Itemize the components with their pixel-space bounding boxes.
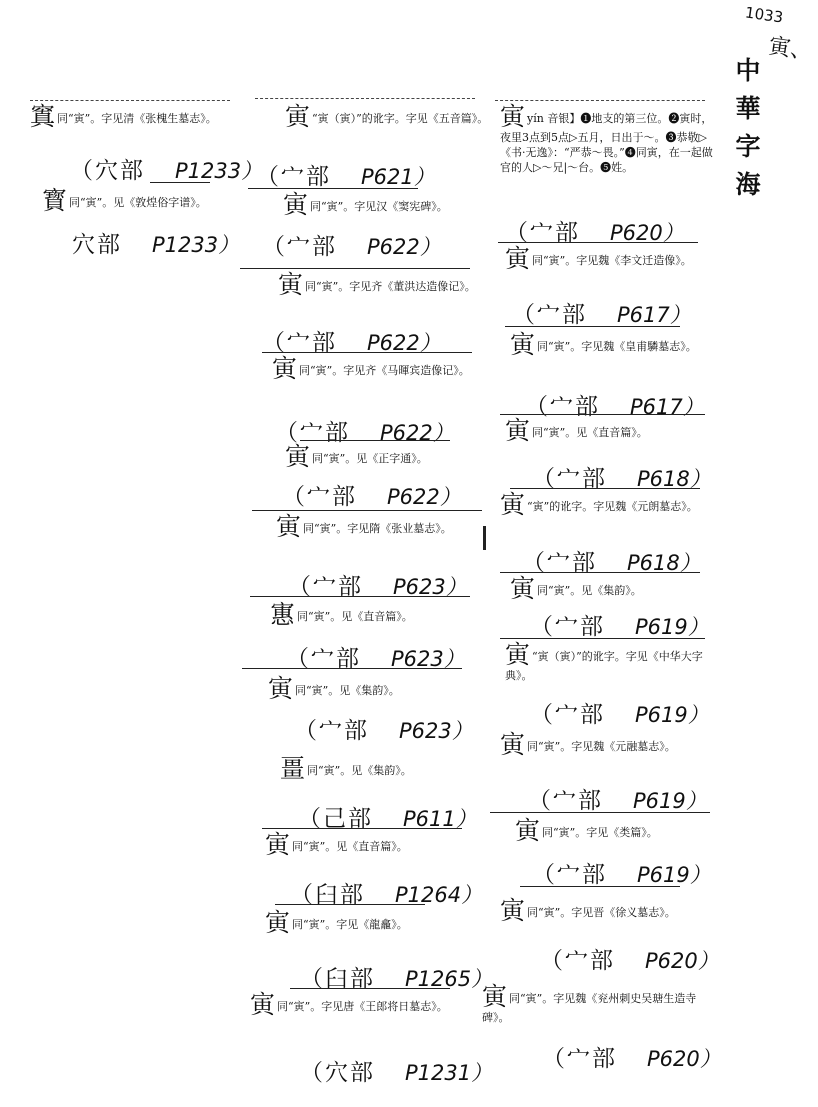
note-page: P1233） — [152, 233, 240, 257]
entry-definition: 同“寅”。字见齐《董洪达造像记》。 — [305, 280, 476, 293]
headword: 寅 — [515, 816, 541, 845]
note-page: P617） — [630, 395, 704, 419]
note-page: P623） — [393, 575, 467, 599]
entry-definition: 同“寅”。字见唐《王郎将日墓志》。 — [277, 1000, 448, 1013]
note-radical: （臼部 — [290, 882, 365, 908]
page-number-annotation: 寅、 — [766, 34, 814, 65]
note-radical: （穴部 — [70, 158, 145, 184]
note-page: P619） — [635, 703, 709, 727]
headword: 寅 — [285, 102, 311, 131]
headword: 寅 — [265, 830, 291, 859]
entry-definition: 同“寅”。见《直音篇》。 — [297, 610, 413, 623]
dictionary-entry — [500, 898, 705, 924]
dictionary-entry — [285, 444, 485, 470]
note-radical: （宀部 — [262, 234, 337, 260]
entry-definition: 同“寅”。见《直音篇》。 — [532, 426, 648, 439]
entry-definition: 同“寅”。字见魏《皇甫驎墓志》。 — [537, 340, 697, 353]
divider — [255, 98, 475, 99]
entry-definition: 同“寅”。字见《类篇》。 — [542, 826, 658, 839]
note-page: P623） — [391, 647, 465, 671]
headword: 寅 — [265, 908, 291, 937]
headword: 寅 — [500, 102, 526, 131]
note-page: P623） — [399, 719, 473, 743]
dictionary-entry — [283, 192, 488, 218]
underline — [300, 440, 450, 441]
note-page: P621） — [361, 165, 435, 189]
headword: 寅 — [250, 990, 276, 1019]
dictionary-entry — [482, 984, 707, 1025]
dictionary-entry — [280, 756, 480, 782]
note-radical: （宀部 — [522, 550, 597, 576]
headword: 寅 — [285, 442, 311, 471]
dictionary-entry — [505, 418, 705, 444]
note-radical: （宀部 — [532, 862, 607, 888]
handwritten-note — [300, 1054, 492, 1087]
entry-definition: “寅（寅）”的讹字。字见《五音篇》。 — [312, 112, 489, 125]
handwritten-note — [530, 696, 709, 729]
note-page: P618） — [627, 551, 701, 575]
entry-definition: 同“寅”。字见汉《窦宪碑》。 — [310, 200, 448, 213]
entry-definition: 同“寅”。字见魏《元融墓志》。 — [527, 740, 676, 753]
underline — [510, 488, 700, 489]
note-radical: （宀部 — [540, 948, 615, 974]
dictionary-entry — [276, 514, 481, 540]
headword: 寅 — [505, 640, 531, 669]
note-page: P617） — [617, 303, 691, 327]
note-radical: （宀部 — [512, 302, 587, 328]
note-page: P622） — [380, 421, 454, 445]
headword: 寅 — [505, 244, 531, 273]
note-page: P1264） — [395, 883, 483, 907]
entry-definition: 同“寅”。见《正字通》。 — [312, 452, 428, 465]
note-radical: （宀部 — [282, 484, 357, 510]
handwritten-note — [528, 782, 707, 815]
dictionary-entry — [265, 832, 475, 858]
entry-definition: 同“寅”。见《直音篇》。 — [292, 840, 408, 853]
dictionary-entry — [515, 818, 710, 844]
handwritten-note — [540, 942, 719, 975]
book-title — [734, 52, 762, 204]
note-page: P611） — [403, 807, 477, 831]
entry-definition: 同“寅”。字见魏《李文迁造像》。 — [532, 254, 692, 267]
title-char: 字 — [735, 132, 761, 161]
note-page: P622） — [367, 235, 441, 259]
dictionary-entry — [500, 492, 710, 518]
underline — [248, 188, 418, 189]
note-radical: （宀部 — [542, 1046, 617, 1072]
handwritten-note — [512, 296, 691, 329]
handwritten-note — [70, 152, 262, 185]
entry-definition: 同“寅”。字见《龍龕》。 — [292, 918, 408, 931]
dictionary-entry — [270, 602, 475, 628]
note-radical: （宀部 — [525, 394, 600, 420]
note-radical: （宀部 — [286, 646, 361, 672]
note-radical: （宀部 — [262, 330, 337, 356]
note-page: P620） — [645, 949, 719, 973]
headword: 寅 — [505, 416, 531, 445]
dictionary-entry — [42, 188, 242, 214]
handwritten-note — [532, 856, 711, 889]
headword: 寅 — [272, 354, 298, 383]
headword: 寅 — [283, 190, 309, 219]
note-radical: （宀部 — [275, 420, 350, 446]
entry-definition: 同“寅”。见《集韵》。 — [537, 584, 642, 597]
underline — [490, 812, 710, 813]
dictionary-entry — [505, 642, 710, 683]
entry-definition: 同“寅”。见《集韵》。 — [307, 764, 412, 777]
note-page: P1231） — [405, 1061, 493, 1085]
title-char: 中 — [735, 56, 761, 85]
note-radical: （己部 — [298, 806, 373, 832]
entry-definition: “寅（寅）”的讹字。字见《中华大字典》。 — [505, 650, 703, 682]
note-radical: （宀部 — [530, 614, 605, 640]
dictionary-entry — [265, 910, 475, 936]
dictionary-entry — [250, 992, 475, 1018]
entry-definition: yín 音银】❶地支的第三位。❷寅时，夜里3点到5点▷五月，日出于～。❸恭敬▷《书·无逸》：“严恭～畏。”❹同寅，在一起做官的人▷～兄|～台。❺姓。 — [500, 112, 713, 174]
page-number: 1033 寅、 — [743, 3, 814, 65]
entry-definition: 同“寅”。字见晋《徐义墓志》。 — [527, 906, 676, 919]
note-radical: （宀部 — [532, 466, 607, 492]
note-radical: （宀部 — [294, 718, 369, 744]
underline — [240, 268, 470, 269]
dictionary-entry — [285, 104, 490, 130]
title-char: 華 — [735, 94, 761, 123]
headword: 窴 — [30, 102, 56, 131]
entry-definition: 同“寅”。见《集韵》。 — [295, 684, 400, 697]
note-radical: （宀部 — [505, 220, 580, 246]
headword: 寅 — [500, 490, 526, 519]
handwritten-note — [256, 158, 435, 191]
headword: 寅 — [482, 982, 508, 1011]
dictionary-entry — [272, 356, 477, 382]
note-page: P618） — [637, 467, 711, 491]
note-page: P622） — [367, 331, 441, 355]
note-radical: （宀部 — [530, 702, 605, 728]
dictionary-entry — [278, 272, 478, 298]
handwritten-note — [282, 478, 461, 511]
dictionary-entry — [510, 576, 710, 602]
divider — [495, 100, 705, 101]
underline — [520, 886, 680, 887]
divider — [30, 100, 230, 101]
note-radical: （宀部 — [528, 788, 603, 814]
headword: 畺 — [280, 754, 306, 783]
title-char: 海 — [735, 170, 761, 199]
note-page: P620） — [610, 221, 684, 245]
note-page: P619） — [637, 863, 711, 887]
underline — [242, 668, 462, 669]
handwritten-note — [525, 388, 704, 421]
underline — [275, 904, 425, 905]
dictionary-entry — [505, 246, 710, 272]
handwritten-note — [542, 1040, 721, 1073]
note-radical: 穴部 — [72, 232, 122, 258]
note-page: P620） — [647, 1047, 721, 1071]
note-page: P619） — [635, 615, 709, 639]
dictionary-entry — [30, 104, 240, 130]
entry-definition: 同“寅”。字见齐《马暉宾造像记》。 — [299, 364, 470, 377]
note-radical: （穴部 — [300, 1060, 375, 1086]
note-radical: （宀部 — [288, 574, 363, 600]
note-page: P619） — [633, 789, 707, 813]
headword: 寅 — [510, 330, 536, 359]
headword: 寅 — [510, 574, 536, 603]
entry-definition: 同“寅”。见《敦煌俗字谱》。 — [69, 196, 207, 209]
underline — [498, 242, 698, 243]
handwritten-note — [294, 712, 473, 745]
note-page: P622） — [387, 485, 461, 509]
underline — [500, 572, 700, 573]
headword: 寅 — [276, 512, 302, 541]
underline — [250, 596, 470, 597]
underline — [500, 414, 705, 415]
underline — [252, 510, 482, 511]
headword: 寅 — [500, 730, 526, 759]
underline — [500, 638, 705, 639]
handwritten-note — [530, 608, 709, 641]
entry-definition: 同“寅”。字见清《张槐生墓志》。 — [57, 112, 217, 125]
entry-definition: 同“寅”。字见魏《兖州刺史吴瑭生造寺碑》。 — [482, 992, 697, 1024]
underline — [150, 182, 210, 183]
headword: 寭 — [270, 600, 296, 629]
entry-definition: 同“寅”。字见隋《张业墓志》。 — [303, 522, 452, 535]
dictionary-entry — [510, 332, 710, 358]
note-radical: （宀部 — [256, 164, 331, 190]
scan-mark — [483, 526, 486, 550]
underline — [505, 326, 680, 327]
headword: 寅 — [278, 270, 304, 299]
entry-definition: “寅”的讹字。字见魏《元朗墓志》。 — [527, 500, 698, 513]
dictionary-entry — [500, 104, 715, 175]
note-radical: （臼部 — [300, 966, 375, 992]
handwritten-note — [72, 226, 239, 259]
dictionary-entry — [500, 732, 710, 758]
headword: 寅 — [500, 896, 526, 925]
note-page: P1265） — [405, 967, 493, 991]
underline — [262, 352, 472, 353]
handwritten-note — [262, 228, 441, 261]
note-page: P1233） — [175, 159, 263, 183]
underline — [262, 828, 462, 829]
underline — [290, 988, 450, 989]
dictionary-entry — [268, 676, 473, 702]
headword: 寳 — [42, 186, 68, 215]
headword: 寅 — [268, 674, 294, 703]
